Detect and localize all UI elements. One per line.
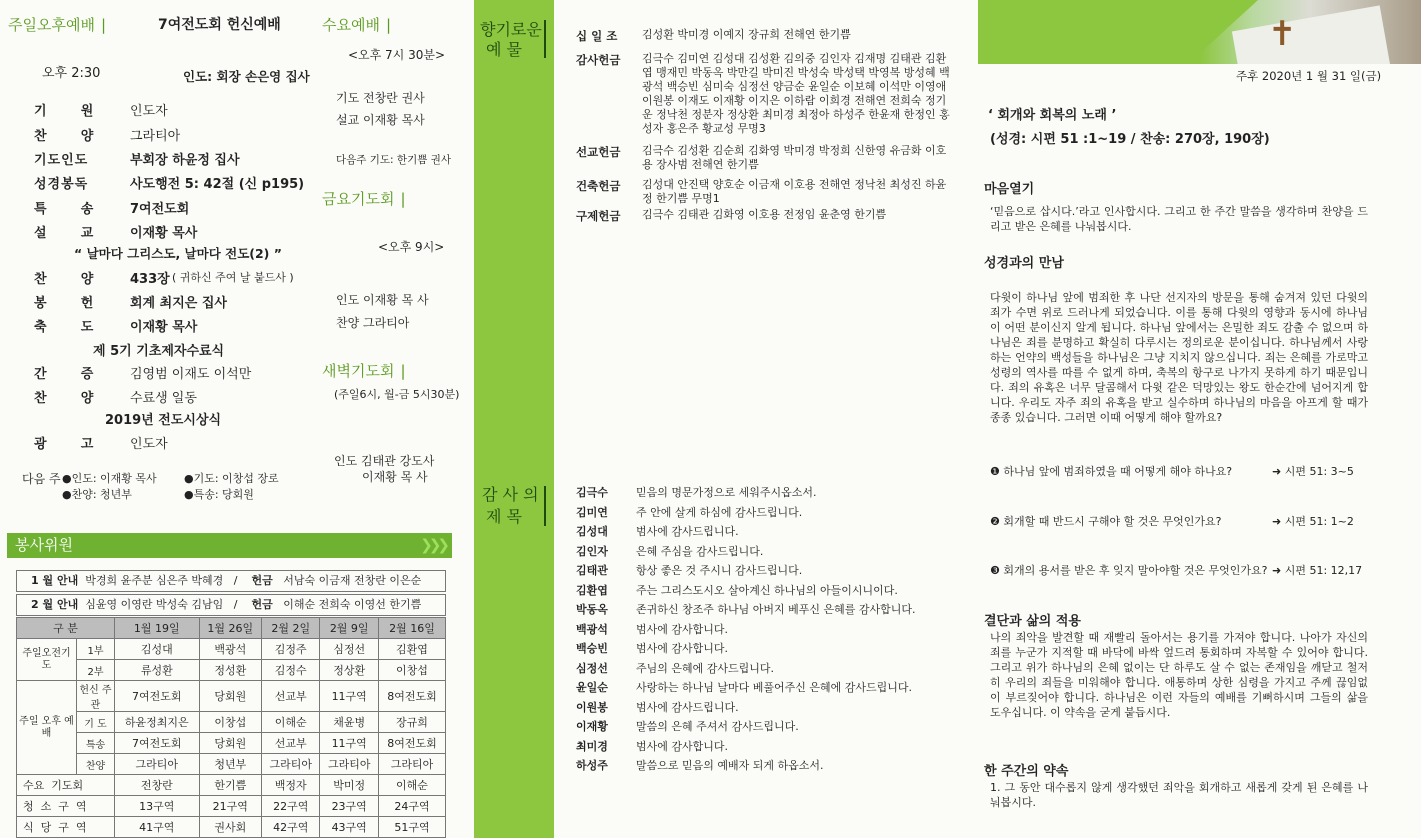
header-photo: [978, 0, 1421, 64]
table-row: [17, 817, 446, 838]
thanks-name: 김미연: [576, 505, 608, 519]
next-week-item: ●찬양: 청년부: [62, 488, 132, 501]
table-row: [17, 660, 446, 681]
table-row: [17, 796, 446, 817]
table-cell: 23구역: [320, 796, 378, 817]
table-cell: 22구역: [262, 796, 320, 817]
table-header-cell: 1월 19일: [115, 618, 200, 639]
dawn-time: (주일6시, 월-금 5시30분): [334, 388, 460, 401]
thanks-message: 범사에 감사합니다.: [636, 622, 729, 636]
row-sub: 기 도: [77, 712, 115, 733]
bible-heading: 성경과의 만남: [984, 256, 1064, 271]
dawn-title: 새벽기도회 |: [322, 362, 406, 380]
table-cell: 정상환: [320, 660, 378, 681]
date-line: 주후 2020년 1 월 31 일(금): [1236, 69, 1382, 83]
thanks-name: 김환엽: [576, 583, 608, 597]
order-value: 김영범 이재도 이석만: [130, 367, 252, 382]
thanks-name: 심정선: [576, 661, 608, 675]
order-note: ( 귀하신 주여 날 붙드사 ): [172, 271, 294, 284]
wednesday-next: 다음주 기도: 한기쁨 권사: [336, 154, 451, 166]
offering-names: 김성대 안진택 양호순 이금재 이호용 전해연 정낙천 최성진 하윤정 한기쁨 무명1: [642, 178, 947, 205]
table-cell: 11구역: [320, 733, 378, 754]
jan-guide: 1 월 안내 박경희 윤주분 심은주 박혜경 / 헌금 서남숙 이금재 전창란 이은순: [16, 570, 446, 592]
table-cell: 박미정: [320, 775, 378, 796]
order-label: 찬 양: [34, 272, 95, 287]
table-cell: 24구역: [378, 796, 445, 817]
table-cell: 이해순: [262, 712, 320, 733]
table-cell: 이창섭: [199, 712, 261, 733]
green-band: [474, 0, 554, 838]
list-item: [576, 699, 739, 715]
thanks-message: 은혜 주심을 감사드립니다.: [636, 544, 764, 558]
table-header-cell: 2월 2일: [262, 618, 320, 639]
thanks-name: 윤일순: [576, 681, 608, 694]
offering-label: 건축헌금: [576, 179, 621, 193]
friday-line: 인도 이재황 목 사: [336, 293, 429, 307]
table-cell: 김정수: [262, 660, 320, 681]
volunteers-header: 봉사위원 ❯❯❯: [7, 533, 452, 558]
table-row: [17, 754, 446, 775]
volunteer-table: [16, 617, 446, 838]
list-item: [576, 640, 728, 656]
wednesday-line: 기도 전창란 권사: [336, 91, 425, 105]
thanks-name: 김인자: [576, 544, 608, 558]
band-divider: [544, 486, 546, 526]
offering-label: 선교헌금: [576, 145, 621, 159]
open-heading: 마음열기: [984, 182, 1035, 197]
order-label: 봉 헌: [34, 296, 95, 311]
table-header-cell: 구 분: [17, 618, 115, 639]
lesson-scripture: (성경: 시편 51 :1~19 / 찬송: 270장, 190장): [990, 132, 1270, 147]
promise-text: 1. 그 동안 대수롭지 않게 생각했던 죄악을 회개하고 새롭게 갖게 된 은혜를 나눠봅시다.: [990, 781, 1368, 809]
table-cell: 김환엽: [378, 639, 445, 660]
table-cell: 그라티아: [320, 754, 378, 775]
thanks-name: 최미경: [576, 739, 608, 753]
wednesday-line: 설교 이재황 목사: [336, 113, 425, 127]
list-item: [576, 679, 912, 695]
offering-label: 감사헌금: [576, 53, 621, 67]
table-row: [17, 639, 446, 660]
offering-label: 구제헌금: [576, 209, 621, 223]
offering-names: 김극수 김미연 김성대 김성환 김의중 김인자 김재명 김태관 김환엽 맹재민 박동옥 박만길 박미진 박성숙 박성택 박영복 방성혜 백광석 백승빈 심미숙 심정선 양금순 윤일순 이보혜 이석만 이영애 이원봉 이재도 이재황 이지은 이하람 이희경 전해연 전희숙 정기운 정낙천 정분자 정상환 최미경 최정아 하성주 한윤재 한정인 홍성자 홍은주 황교성 무명3: [642, 52, 950, 135]
list-item: [576, 582, 898, 598]
order-value: 이재황 목사: [130, 226, 198, 241]
thanks-name: 박동옥: [576, 603, 608, 616]
apply-heading: 결단과 삶의 적용: [984, 614, 1081, 629]
offering-names: 김극수 김태관 김화영 이호용 전정임 윤춘영 한기쁨: [642, 208, 887, 221]
question-1: ❶ 하나님 앞에 범죄하였을 때 어떻게 해야 하나요? ➜ 시편 51: 3~5: [990, 465, 1354, 478]
row-group: 주일 오후 예배: [17, 681, 77, 775]
table-cell: 당회원: [199, 681, 261, 712]
band-label-thanks: 감 사 의 제 목: [482, 485, 539, 526]
thanks-message: 주님의 은혜에 감사드립니다.: [636, 661, 775, 675]
table-row: [17, 681, 446, 712]
lesson-title: ‘ 회개와 회복의 노래 ’: [988, 108, 1117, 123]
order-label: 축 도: [34, 320, 95, 335]
apply-text: 나의 죄악을 발견할 때 재빨리 돌아서는 용기를 가져야 합니다. 나아가 자신의 죄를 누군가 지적할 때 바닥에 바싹 엎드려 통회하며 자복할 수 있어야 합니다. 그리고 위가 하나님의 은혜 없이는 단 하루도 살 수 없는 존재임을 깨닫고 철저히 우리의 죄들을 미워해야 합니다. 애통하며 상한 심령을 가지고 주께 끊임없이 부르짖어야 합니다. 하나님은 이런 자들의 예배를 기뻐하시며 그들의 삶을 도우십니다. 이 약속을 굳게 붙듭시다.: [990, 631, 1368, 719]
list-item: [576, 484, 817, 500]
dawn-line: 인도 김태관 강도사: [334, 454, 435, 468]
table-cell: 8여전도회: [378, 733, 445, 754]
thanks-name: 백승빈: [576, 642, 608, 655]
table-cell: 51구역: [378, 817, 445, 838]
order-value: 인도자: [130, 104, 168, 119]
band-divider: [544, 20, 546, 58]
thanks-message: 주는 그리스도시오 살아계신 하나님의 아들이시니이다.: [636, 583, 898, 597]
table-cell: 41구역: [115, 817, 200, 838]
sermon-title: “ 날마다 그리스도, 날마다 전도(2) ”: [74, 246, 282, 261]
thanks-message: 말씀의 은혜 주셔서 감사드립니다.: [636, 720, 799, 733]
table-cell: 정성환: [199, 660, 261, 681]
table-cell: 한기쁨: [199, 775, 261, 796]
question-2: ❷ 회개할 때 반드시 구해야 할 것은 무엇인가요? ➜ 시편 51: 1~2: [990, 515, 1354, 528]
thanks-name: 김성대: [576, 525, 608, 538]
table-cell: 21구역: [199, 796, 261, 817]
table-header-cell: 1월 26일: [199, 618, 261, 639]
order-value: 7여전도회: [130, 202, 190, 217]
row-sub: 1부: [77, 639, 115, 660]
thanks-message: 범사에 감사합니다.: [636, 739, 729, 753]
ceremony-1: 제 5기 기초제자수료식: [93, 344, 225, 359]
order-value: 수료생 일동: [130, 391, 197, 406]
row-label: 식 당 구 역: [17, 817, 115, 838]
offering-label: 십 일 조: [576, 29, 618, 43]
table-row: [17, 733, 446, 754]
list-item: [576, 504, 802, 520]
list-item: [576, 660, 774, 676]
thanks-message: 말씀으로 믿음의 예배자 되게 하옵소서.: [636, 759, 824, 772]
order-value: 사도행전 5: 42절 (신 p195): [130, 177, 305, 192]
table-cell: 심정선: [320, 639, 378, 660]
table-header-cell: 2월 16일: [378, 618, 445, 639]
table-cell: 42구역: [262, 817, 320, 838]
table-cell: 그라티아: [262, 754, 320, 775]
table-cell: 선교부: [262, 681, 320, 712]
order-label: 광 고: [34, 437, 95, 452]
thanks-message: 범사에 감사합니다.: [636, 642, 729, 655]
wednesday-time: <오후 7시 30분>: [348, 48, 446, 62]
table-cell: 당회원: [199, 733, 261, 754]
next-week-item: ●기도: 이창섭 장로: [184, 472, 279, 485]
table-cell: 이창섭: [378, 660, 445, 681]
table-cell: 권사회: [199, 817, 261, 838]
table-cell: 청년부: [199, 754, 261, 775]
offering-names: 김극수 김성환 김순희 김화영 박미경 박정희 신한영 유금화 이호용 장사범 전해연 한기쁨: [642, 144, 947, 171]
row-sub: 찬양: [77, 754, 115, 775]
thanks-name: 김극수: [576, 486, 608, 499]
order-value: 이재황 목사: [130, 320, 198, 335]
dawn-line: 이재황 목 사: [362, 470, 428, 484]
friday-title: 금요기도회 |: [322, 190, 406, 208]
table-cell: 김성대: [115, 639, 200, 660]
thanks-message: 주 안에 살게 하심에 감사드립니다.: [636, 505, 803, 519]
list-item: [576, 543, 763, 559]
list-item: [576, 738, 728, 754]
table-cell: 하윤정최지은: [115, 712, 200, 733]
table-header-cell: 2월 9일: [320, 618, 378, 639]
worship-order-panel: [0, 0, 474, 838]
thanks-message: 존귀하신 창조주 하나님 아버지 베푸신 은혜를 감사합니다.: [636, 603, 916, 616]
next-week-item: ●인도: 이재황 목사: [62, 472, 157, 485]
bible-study-panel: [978, 0, 1421, 838]
table-row: [17, 775, 446, 796]
ceremony-2: 2019년 전도시상식: [105, 413, 222, 428]
table-cell: 7여전도회: [115, 733, 200, 754]
row-label: 청 소 구 역: [17, 796, 115, 817]
feb-guide: 2 월 안내 심윤영 이영란 박성숙 김남임 / 헌금 이해순 전희숙 이영선 한기쁨: [16, 594, 446, 616]
table-cell: 류성환: [115, 660, 200, 681]
table-cell: 전창란: [115, 775, 200, 796]
order-label: 설 교: [34, 226, 95, 241]
table-cell: 8여전도회: [378, 681, 445, 712]
sunday-pm-heading: 7여전도회 헌신예배: [158, 17, 281, 33]
offering-names: 김성환 박미경 이예지 장규희 전해연 한기쁨: [642, 28, 851, 41]
cross-icon: ✝: [1268, 14, 1297, 54]
chevron-right-icon: ❯❯❯: [420, 536, 446, 554]
order-value: 그라티아: [130, 129, 181, 144]
order-label: 찬 양: [34, 129, 95, 144]
row-sub: 2부: [77, 660, 115, 681]
thanks-message: 사랑하는 하나님 날마다 베풀어주신 은혜에 감사드립니다.: [636, 681, 913, 694]
thanks-message: 항상 좋은 것 주시니 감사드립니다.: [636, 564, 803, 577]
thanks-name: 백광석: [576, 622, 608, 636]
table-cell: 13구역: [115, 796, 200, 817]
thanks-message: 믿음의 명문가정으로 세워주시옵소서.: [636, 486, 817, 499]
row-group: 주일오전기도: [17, 639, 77, 681]
friday-line: 찬양 그라티아: [336, 316, 410, 330]
open-text: ‘믿음으로 삽시다.’라고 인사합시다. 그리고 한 주간 말씀을 생각하며 찬양을 드리고 받은 은혜를 나눠봅시다.: [990, 205, 1368, 233]
table-cell: 이해순: [378, 775, 445, 796]
order-label: 간 증: [34, 367, 95, 382]
next-week-item: ●특송: 당회원: [184, 488, 254, 501]
friday-time: <오후 9시>: [378, 240, 445, 254]
table-cell: 11구역: [320, 681, 378, 712]
order-label: 성경봉독: [34, 177, 89, 192]
thanks-name: 김태관: [576, 564, 608, 577]
list-item: [576, 523, 739, 539]
order-label: 특 송: [34, 202, 95, 217]
list-item: [576, 562, 802, 578]
list-item: [576, 601, 916, 617]
table-cell: 백광석: [199, 639, 261, 660]
table-cell: 7여전도회: [115, 681, 200, 712]
thanks-name: 하성주: [576, 759, 608, 772]
thanks-name: 이원봉: [576, 700, 608, 714]
order-value: 인도자: [130, 437, 168, 452]
order-value: 부회장 하윤정 집사: [130, 153, 240, 168]
offerings-panel: [554, 0, 978, 838]
table-row: [17, 712, 446, 733]
list-item: [576, 621, 728, 637]
list-item: [576, 757, 824, 773]
question-3: ❸ 회개의 용서를 받은 후 잊지 말아야할 것은 무엇인가요? ➜ 시편 51: 12,17: [990, 564, 1363, 577]
table-cell: 그라티아: [115, 754, 200, 775]
promise-heading: 한 주간의 약속: [984, 764, 1069, 779]
table-cell: 김정주: [262, 639, 320, 660]
service-time: 오후 2:30: [42, 66, 101, 81]
thanks-message: 범사에 감사드립니다.: [636, 525, 739, 538]
table-cell: 선교부: [262, 733, 320, 754]
wednesday-title: 수요예배 |: [322, 16, 392, 34]
table-header-row: [17, 618, 446, 639]
order-label: 기 원: [34, 104, 95, 119]
sunday-pm-title: 주일오후예배 |: [8, 16, 107, 34]
order-value: 433장: [130, 272, 170, 287]
bible-text: 다윗이 하나님 앞에 범죄한 후 나단 선지자의 방문을 통해 숨겨져 있던 다윗의 죄가 수면 위로 드러나게 되었습니다. 이를 통해 다윗의 영향과 동시에 하나님이 어떤 분이신지 알게 됩니다. 하나님 앞에서는 은밀한 죄도 감출 수 없으며 하나님은 죄를 분명하고 확실히 다루시는 정의로운 분이십니다. 하나님께서 사랑하는 언약의 백성들을 하나님은 그냥 지치지 않으십니다. 죄는 은혜를 가로막고 성령의 역사를 따를 수 없게 하며, 축복의 항구로 나가지 못하게 하기 때문입니다. 죄의 유혹은 너무 달콤해서 다윗 같은 덕망있는 왕도 한순간에 넘어지게 합니다. 우리도 자주 죄의 유혹을 받고 실수하며 하나님의 마음을 아프게 할 때가 종종 있습니다. 그러면 이때 어떻게 해야 할까요?: [990, 291, 1368, 424]
table-cell: 채윤병: [320, 712, 378, 733]
thanks-name: 이재황: [576, 720, 608, 733]
order-label: 찬 양: [34, 391, 95, 406]
band-label-offerings: 향기로운 예 물: [480, 20, 542, 59]
list-item: [576, 718, 799, 734]
table-cell: 백정자: [262, 775, 320, 796]
row-sub: 헌신 주관: [77, 681, 115, 712]
table-cell: 장규희: [378, 712, 445, 733]
order-label: 기도인도: [34, 153, 89, 168]
thanks-message: 범사에 감사드립니다.: [636, 700, 739, 714]
table-cell: 그라티아: [378, 754, 445, 775]
row-sub: 특송: [77, 733, 115, 754]
row-label: 수요 기도회: [17, 775, 115, 796]
service-leader: 인도: 회장 손은영 집사: [183, 69, 310, 84]
table-cell: 43구역: [320, 817, 378, 838]
next-week-label: 다음 주: [22, 472, 61, 486]
order-value: 회계 최지은 집사: [130, 296, 227, 311]
